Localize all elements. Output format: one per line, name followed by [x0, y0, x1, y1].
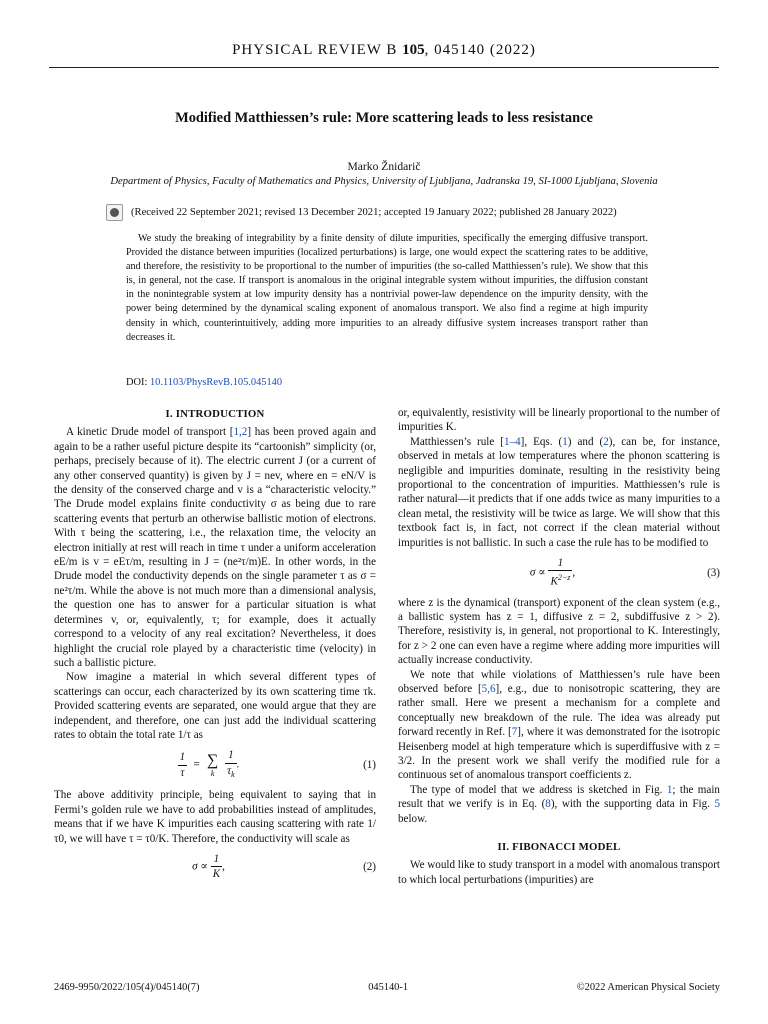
affiliation: Department of Physics, Faculty of Mathematics and Physics, University of Ljubljana, Jadranska 19, SI-1000 Ljubljana, Slovenia	[110, 176, 658, 187]
text-run: The type of model that we address is sketched in Fig.	[410, 783, 667, 796]
citation-link[interactable]: 1–4	[503, 435, 521, 448]
abstract: We study the breaking of integrability by a finite density of dilute impurities, specifically the emerging diffusive transport. Provided the distance between impurities (localized perturbations) is large, one would expect the scattering rates to be additive, and therefore, the resistivity to be proportional to the number of impurities (the so-called Matthiessen’s rule). We show that this is, in general, not the case. If transport is anomalous in the original integrable system without impurities, the diffusion constant in the nonintegrable system at low impurity density has a nontrivial power-law dependence on the impurity density, with the power being determined by the dynamical scaling exponent of anomalous transport. We also find a regime at high impurity density in which, counterintuitively, adding more impurities to an already diffusive system increases transport rather than decreases it.	[126, 233, 648, 343]
doi-line	[126, 377, 282, 388]
text-run: A kinetic Drude model of transport [	[66, 426, 234, 439]
text-run: ], Eqs. (	[520, 435, 563, 448]
footer-page-number: 045140-1	[368, 982, 409, 993]
equation-1-body: $\frac{1}{\tau}$ = ∑ k $\frac{1}{\tau_k}$ .	[179, 749, 240, 779]
footer-issn: 2469-9950/2022/105(4)/045140(7)	[54, 982, 200, 993]
right-paragraph-6: We would like to study transport in a model with anomalous transport to which local perturbations (impurities) are	[398, 859, 720, 886]
text-run: ), can be, for instance, observed in metals at low temperatures where the phonon scattering is negligible and impurities dominate, resulting in the resistivity being proportional to the concentration of impurities. Matthiessen’s rule is rather natural—it predicts that if one adds twice as many impurities to a clean metal, the resistivity will be twice as large. We will show that this textbook fact is, in fact, not correct if the clean material without impurities is not ballistic. In such a case the rule has to be modified to	[398, 435, 720, 549]
received-text: (Received 22 September 2021; revised 13 December 2021; accepted 19 January 2022; published 28 January 2022)	[131, 207, 617, 218]
text-run: We note that while violations of Matthiessen’s rule have been observed before [	[398, 668, 720, 695]
header-rule	[49, 67, 719, 68]
equation-link[interactable]: 2	[603, 435, 609, 448]
figure-link[interactable]: 5	[714, 798, 720, 811]
journal-article-year: , 045140 (2022)	[424, 42, 536, 58]
intro-paragraph-3: The above additivity principle, being equivalent to saying that in Fermi’s golden rule we have to add probabilities instead of amplitudes, means that if we have K impurities each causing scattering with rate 1/τ0, we will have τ = τ0/K. Therefore, the conductivity will scale as	[54, 789, 376, 845]
journal-volume: 105	[402, 42, 425, 58]
right-column	[398, 406, 720, 887]
citation-link[interactable]: 7	[511, 726, 518, 739]
equation-link[interactable]: 8	[545, 798, 551, 811]
intro-paragraph-2: Now imagine a material in which several different types of scatterings can occur, each characterized by its own scattering time τk. Provided scattering events are separated, one would argue that they are independent, and therefore, one can just add the individual scattering rates to obtain the total rate 1/τ as	[54, 671, 376, 741]
text-run: ] has been proved again and again to be a rather useful picture despite its “cartoonish” simplicity (or, perhaps, precisely because of it). The electric current J (or a current of any other conserved quantity) is given by J = nev, where en = eN/V is the density of the conserved charge and v is a “characteristic velocity.” The Drude model explains finite conductivity σ as being due to rare scattering events that perturb an otherwise ballistic motion of electrons. With τ being the scattering, i.e., the relaxation time, the velocity an electron initially at rest will reach in time τ under a uniform acceleration eE/m is v = eEτ/m, resulting in J = (ne²τ/m)E. In other words, in the Drude model the conductivity depends on the single parameter τ as σ = ne²τ/m. While the above is not much more than a dimensional analysis, the question one has to answer for a particular situation is what determines v, or, equivalently, τ; for example, does it actually correspond to a velocity of any real excitation? Nevertheless, it does highlight the crucial role played by a characteristic time (velocity) in such a ballistic picture.	[54, 426, 376, 669]
text-run: ], where it was demonstrated for the isotropic Heisenberg model at high temperature which is superdiffusive with z = 3/2. In the present work we shall verify the modified rule for a continuous set of anomalous transport coefficients z.	[398, 726, 720, 782]
right-paragraph-1: or, equivalently, resistivity will be linearly proportional to the number of impurities K.	[398, 407, 720, 434]
journal-header	[0, 42, 768, 59]
text-run: ], e.g., due to nonisotropic scattering, they are rather small. Here we present a mechanism for a complete and conceptually new breakdown of the rule. The idea was already put forward recently in Ref. [	[398, 683, 721, 739]
text-run: ; the main result that we verify is in Eq. (	[398, 783, 720, 811]
equation-3-body: σ ∝ $\frac{1}{K^{2-z}}$ ,	[529, 557, 576, 589]
text-run: ), with the supporting data in Fig.	[550, 798, 715, 811]
equation-2-body: σ ∝ $\frac{1}{K}$ ,	[192, 853, 225, 881]
equation-2-number: (2)	[363, 860, 376, 873]
citation-link[interactable]: 5,6	[481, 683, 496, 695]
equation-3-number: (3)	[707, 566, 720, 579]
footer-copyright: ©2022 American Physical Society	[576, 982, 720, 993]
right-paragraph-3: where z is the dynamical (transport) exponent of the clean system (e.g., a ballistic system has z = 1, diffusive z = 2, subdiffusive z > 2). Therefore, resistivity is, in general, not proportional to K. Interestingly, for z > 2 one can even have a regime where adding more impurities will actually increase conductivity.	[398, 596, 720, 667]
author: Marko Žnidarič	[347, 160, 421, 173]
figure-link[interactable]: 1	[666, 783, 673, 796]
section-heading-introduction: I. INTRODUCTION	[165, 408, 265, 420]
equation-1-number: (1)	[363, 759, 376, 772]
doi-link[interactable]: 10.1103/PhysRevB.105.045140	[149, 377, 283, 388]
equation-1	[54, 748, 376, 782]
equation-link[interactable]: 1	[562, 435, 568, 448]
received-dates	[106, 204, 726, 221]
left-column	[54, 406, 376, 888]
right-paragraph-2	[398, 435, 720, 550]
check-for-updates-icon[interactable]	[106, 204, 123, 221]
citation-link[interactable]: 1,2	[233, 426, 248, 439]
text-run: below.	[398, 812, 428, 825]
equation-3	[398, 556, 720, 590]
right-paragraph-4	[398, 668, 720, 783]
page-footer	[54, 982, 720, 993]
right-paragraph-5	[398, 783, 720, 826]
doi-label: DOI:	[126, 377, 150, 388]
article-title: Modified Matthiessen’s rule: More scattering leads to less resistance	[175, 110, 593, 126]
section-heading-fibonacci: II. FIBONACCI MODEL	[497, 841, 621, 854]
journal-name: PHYSICAL REVIEW B	[232, 42, 398, 58]
intro-paragraph-1	[54, 425, 376, 670]
equation-2	[54, 852, 376, 882]
text-run: Matthiessen’s rule [	[410, 435, 504, 448]
text-run: ) and (	[567, 435, 604, 448]
